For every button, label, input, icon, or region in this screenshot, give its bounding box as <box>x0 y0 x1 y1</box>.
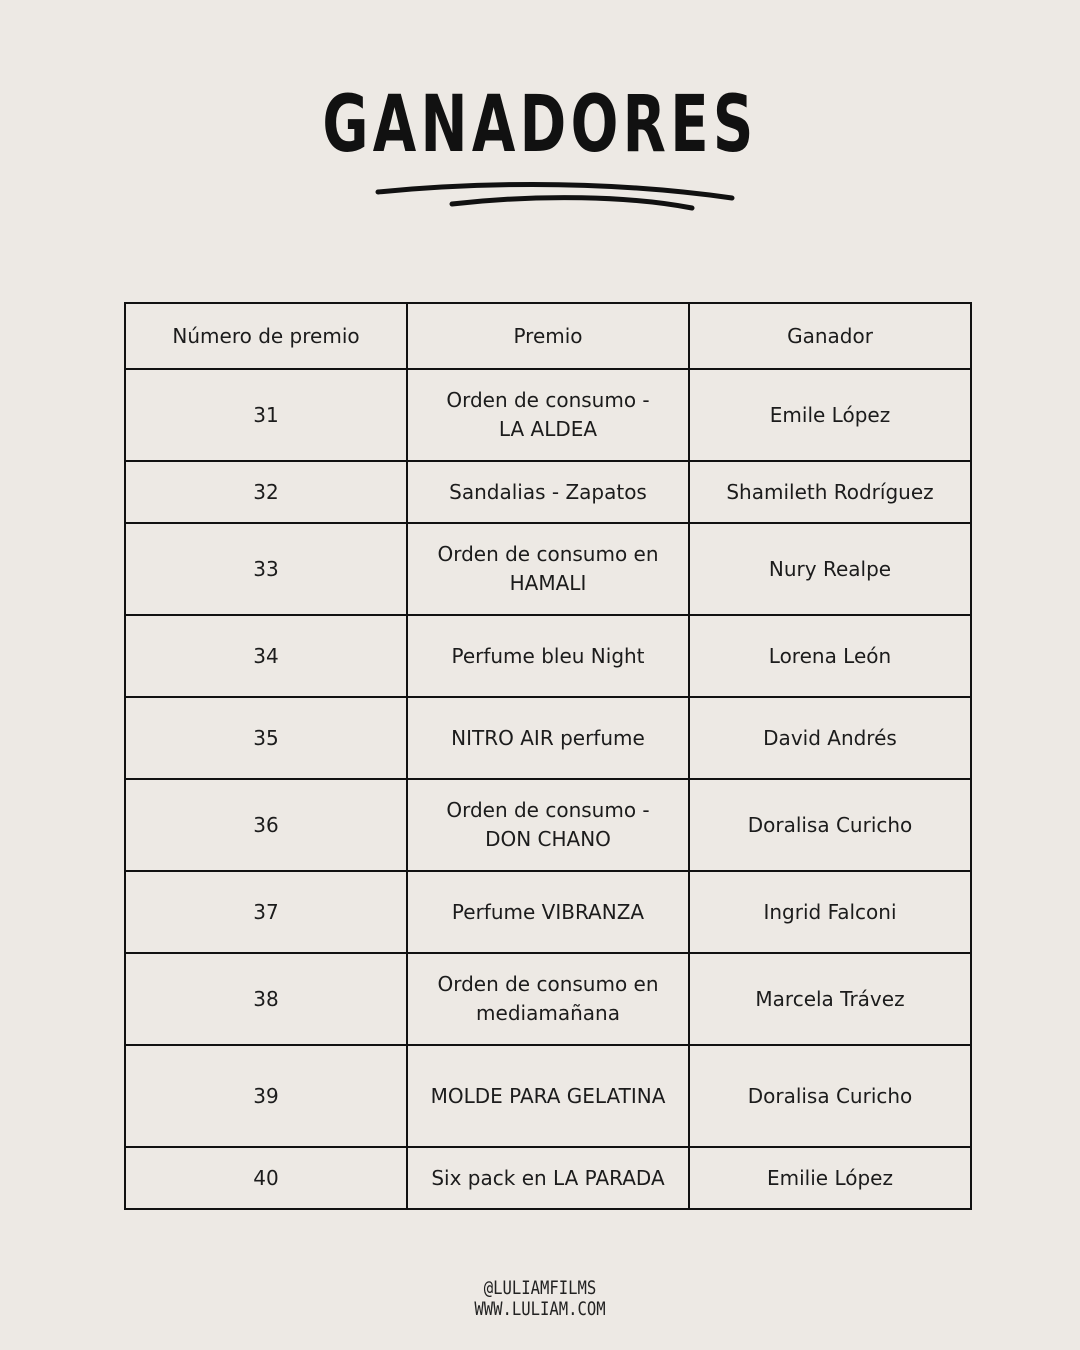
cell-numero: 36 <box>125 779 407 871</box>
premio-line: Orden de consumo en <box>437 542 659 566</box>
premio-line: Orden de consumo - <box>446 798 650 822</box>
winners-table <box>124 302 972 1210</box>
cell-ganador: Marcela Trávez <box>689 953 971 1045</box>
premio-line: DON CHANO <box>485 827 611 851</box>
header-premio: Premio <box>407 303 689 369</box>
cell-ganador: Doralisa Curicho <box>689 1045 971 1147</box>
cell-ganador: David Andrés <box>689 697 971 779</box>
cell-premio <box>407 953 689 1045</box>
cell-ganador: Lorena León <box>689 615 971 697</box>
premio-line: LA ALDEA <box>498 417 598 441</box>
table-row <box>125 615 971 697</box>
cell-numero: 40 <box>125 1147 407 1209</box>
cell-numero: 37 <box>125 871 407 953</box>
cell-ganador: Ingrid Falconi <box>689 871 971 953</box>
cell-premio <box>407 779 689 871</box>
footer-handle: @LULIAMFILMS <box>483 1277 597 1299</box>
cell-numero: 39 <box>125 1045 407 1147</box>
cell-numero: 34 <box>125 615 407 697</box>
cell-premio <box>407 1147 689 1209</box>
cell-numero: 31 <box>125 369 407 461</box>
cell-ganador: Emile López <box>689 369 971 461</box>
cell-ganador: Doralisa Curicho <box>689 779 971 871</box>
cell-ganador: Nury Realpe <box>689 523 971 615</box>
page-title: GANADORES <box>322 80 758 170</box>
table-row <box>125 369 971 461</box>
title-underline-decoration <box>370 176 740 216</box>
footer-website: WWW.LULIAM.COM <box>474 1298 606 1320</box>
cell-premio <box>407 697 689 779</box>
cell-premio <box>407 615 689 697</box>
table-row <box>125 779 971 871</box>
premio-line: Orden de consumo - <box>446 388 650 412</box>
cell-numero: 35 <box>125 697 407 779</box>
table-row <box>125 461 971 523</box>
cell-premio <box>407 871 689 953</box>
table-row <box>125 1147 971 1209</box>
premio-line: Orden de consumo en <box>437 972 659 996</box>
table-header-row <box>125 303 971 369</box>
cell-ganador: Shamileth Rodríguez <box>689 461 971 523</box>
premio-line: NITRO AIR perfume <box>451 725 645 750</box>
header-ganador: Ganador <box>689 303 971 369</box>
cell-premio <box>407 523 689 615</box>
premio-line: MOLDE PARA GELATINA <box>430 1083 666 1108</box>
cell-ganador: Emilie López <box>689 1147 971 1209</box>
table-row <box>125 523 971 615</box>
winners-table-container <box>124 302 972 1210</box>
premio-line: HAMALI <box>509 571 587 595</box>
cell-premio <box>407 461 689 523</box>
premio-line: Sandalias - Zapatos <box>449 479 647 504</box>
table-row <box>125 871 971 953</box>
cell-premio <box>407 369 689 461</box>
cell-numero: 32 <box>125 461 407 523</box>
table-row <box>125 953 971 1045</box>
premio-line: Perfume VIBRANZA <box>451 899 645 924</box>
premio-line: Six pack en LA PARADA <box>431 1165 665 1190</box>
cell-numero: 38 <box>125 953 407 1045</box>
footer-credits <box>97 1278 983 1320</box>
table-row <box>125 697 971 779</box>
premio-line: Perfume bleu Night <box>451 643 645 668</box>
header-numero: Número de premio <box>125 303 407 369</box>
cell-premio <box>407 1045 689 1147</box>
premio-line: mediamañana <box>476 1001 620 1025</box>
cell-numero: 33 <box>125 523 407 615</box>
table-row <box>125 1045 971 1147</box>
